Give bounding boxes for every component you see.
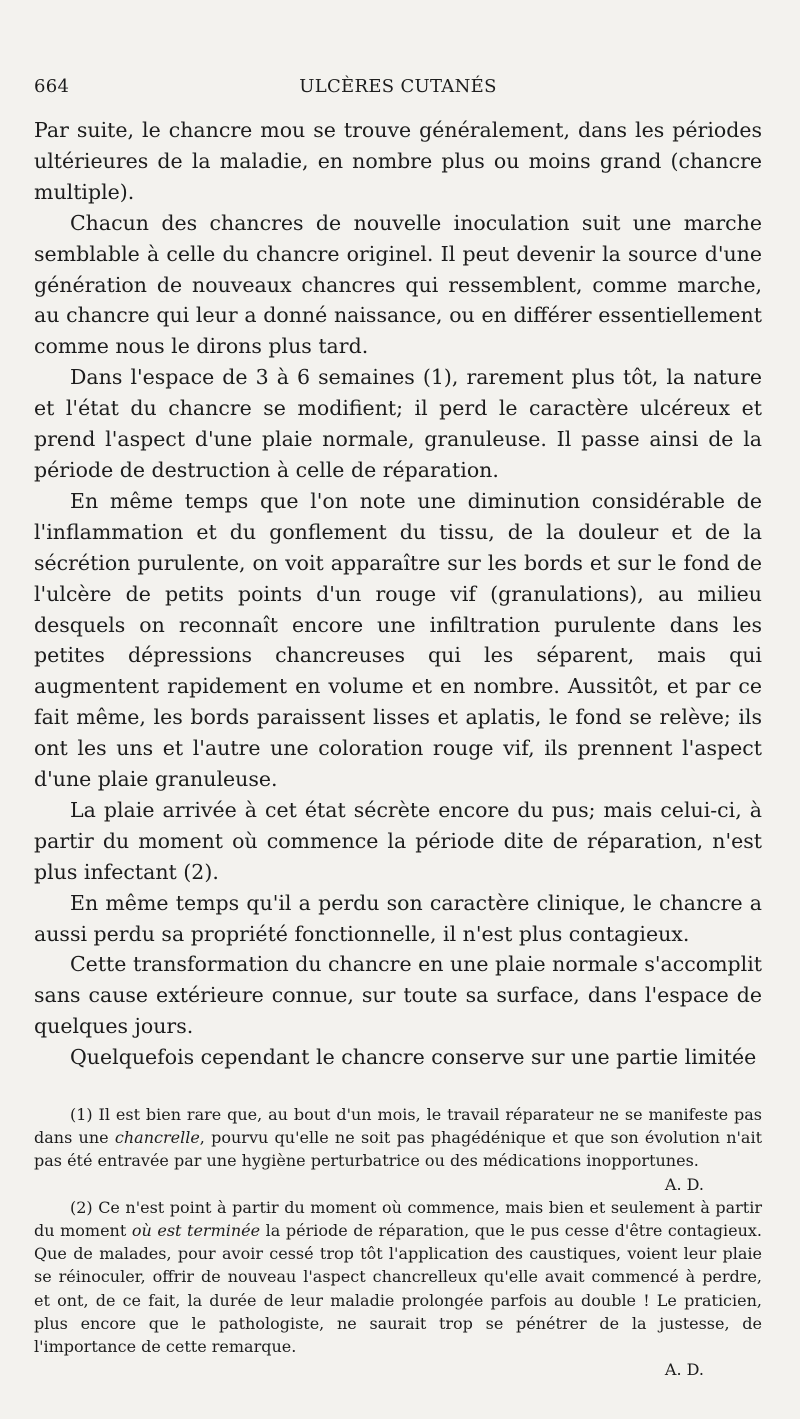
footnote-2	[34, 1196, 762, 1358]
footnote-signature: A. D.	[664, 1360, 704, 1380]
footnote-italic: où est terminée	[131, 1221, 261, 1241]
footnote-signature: A. D.	[664, 1174, 704, 1194]
paragraph: Dans l'espace de 3 à 6 semaines (1), rarement plus tôt, la nature et l'état du chancre se modifient; il perd le caractère ulcéreux et prend l'aspect d'une plaie normale, granuleuse. Il passe ainsi de la période de destruction à celle de réparation.	[34, 365, 762, 482]
paragraph: La plaie arrivée à cet état sécrète encore du pus; mais celui-ci, à partir du moment où commence la période dite de réparation, n'est plus infectant (2).	[34, 797, 762, 884]
paragraph: Quelquefois cependant le chancre conserve sur une partie limitée	[70, 1045, 757, 1070]
footnote-text: , pourvu qu'elle ne soit pas phagédénique et que son évolution n'ait pas été entravée par une hygiène perturbatrice ou des médications inopportunes.	[34, 1128, 762, 1171]
running-header	[34, 72, 762, 100]
footnote-text: (1) Il est bien rare que, au bout d'un mois, le travail réparateur ne se manifeste pas dans une	[34, 1105, 762, 1148]
footnote-1	[34, 1103, 762, 1173]
paragraph: En même temps que l'on note une diminution considérable de l'inflammation et du gonflement du tissu, de la douleur et de la sécrétion purulente, on voit apparaître sur les bords et sur le fond de l'ulcère de petits points d'un rouge vif (granulations), au milieu desquels on reconnaît encore une infiltration purulente dans les petites dépressions chancreuses qui les séparent, mais qui augmentent rapidement en volume et en nombre. Aussitôt, et par ce fait même, les bords paraissent lisses et aplatis, le fond se relève; ils ont les uns et l'autre une coloration rouge vif, ils prennent l'aspect d'une plaie granuleuse.	[34, 488, 762, 792]
paragraph: Chacun des chancres de nouvelle inoculation suit une marche semblable à celle du chancre originel. Il peut devenir la source d'une génération de nouveaux chancres qui ressemblent, comme marche, au chancre qui leur a donné naissance, ou en différer essentiellement comme nous le dirons plus tard.	[34, 210, 762, 359]
footnote-italic: chancrelle	[114, 1128, 200, 1148]
footnote-text: (2) Ce n'est point à partir du moment où commence, mais bien et seulement à partir du moment	[34, 1197, 762, 1241]
paragraph: En même temps qu'il a perdu son caractère clinique, le chancre a aussi perdu sa propriété fonctionnelle, il n'est plus contagieux.	[34, 890, 762, 946]
paragraph: Cette transformation du chancre en une plaie normale s'accomplit sans cause extérieure connue, sur toute sa surface, dans l'espace de quelques jours.	[34, 952, 762, 1039]
footnotes	[34, 1103, 762, 1381]
main-text	[34, 115, 762, 1073]
paragraph: Par suite, le chancre mou se trouve généralement, dans les périodes ultérieures de la maladie, en nombre plus ou moins grand (chancre multiple).	[34, 118, 762, 204]
page-number: 664	[34, 76, 70, 97]
running-title: ULCÈRES CUTANÉS	[299, 76, 497, 97]
footnote-text: la période de réparation, que le pus cesse d'être contagieux. Que de malades, pour avoir cessé trop tôt l'application des caustiques, voient leur plaie se réinoculer, offrir de nouveau l'aspect chancrelleux qu'elle avait commencé à perdre, et ont, de ce fait, la durée de leur maladie prolongée parfois au double ! Le praticien, plus encore que le pathologiste, ne saurait trop se pénétrer de la justesse, de l'importance de cette remarque.	[34, 1221, 763, 1357]
